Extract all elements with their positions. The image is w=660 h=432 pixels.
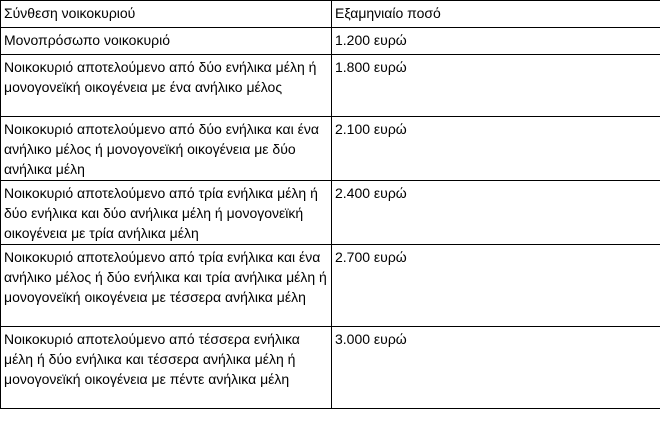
- table-row: [1, 181, 660, 245]
- header-amount: Εξαμηνιαίο ποσό: [332, 1, 660, 28]
- table-row: [1, 55, 660, 117]
- amount-cell: 2.400 ευρώ: [332, 181, 660, 245]
- composition-cell: Νοικοκυριό αποτελούμενο από δύο ενήλικα μέλη ή μονογονεϊκή οικογένεια με ένα ανήλικο μέλος: [1, 55, 332, 117]
- amount-cell: 1.200 ευρώ: [332, 28, 660, 55]
- table-row: [1, 245, 660, 327]
- amount-cell: 1.800 ευρώ: [332, 55, 660, 117]
- table-row: [1, 28, 660, 55]
- composition-cell: Μονοπρόσωπο νοικοκυριό: [1, 28, 332, 55]
- header-composition: Σύνθεση νοικοκυριού: [1, 1, 332, 28]
- composition-cell: Νοικοκυριό αποτελούμενο από τέσσερα ενήλικα μέλη ή δύο ενήλικα και τέσσερα ανήλικα μέλη ή μονογονεϊκή οικογένεια με πέντε ανήλικα μέλη: [1, 327, 332, 409]
- table-header-row: [1, 1, 660, 28]
- table-row: [1, 327, 660, 409]
- table-row: [1, 117, 660, 181]
- amount-cell: 3.000 ευρώ: [332, 327, 660, 409]
- composition-cell: Νοικοκυριό αποτελούμενο από δύο ενήλικα και ένα ανήλικο μέλος ή μονογονεϊκή οικογένεια με δύο ανήλικα μέλη: [1, 117, 332, 181]
- amount-cell: 2.700 ευρώ: [332, 245, 660, 327]
- composition-cell: Νοικοκυριό αποτελούμενο από τρία ενήλικα και ένα ανήλικο μέλος ή δύο ενήλικα και τρία ανήλικα μέλη ή μονογονεϊκή οικογένεια με τέσσερα ανήλικα μέλη: [1, 245, 332, 327]
- composition-cell: Νοικοκυριό αποτελούμενο από τρία ενήλικα μέλη ή δύο ενήλικα και δύο ανήλικα μέλη ή μονογονεϊκή οικογένεια με τρία ανήλικα μέλη: [1, 181, 332, 245]
- amount-cell: 2.100 ευρώ: [332, 117, 660, 181]
